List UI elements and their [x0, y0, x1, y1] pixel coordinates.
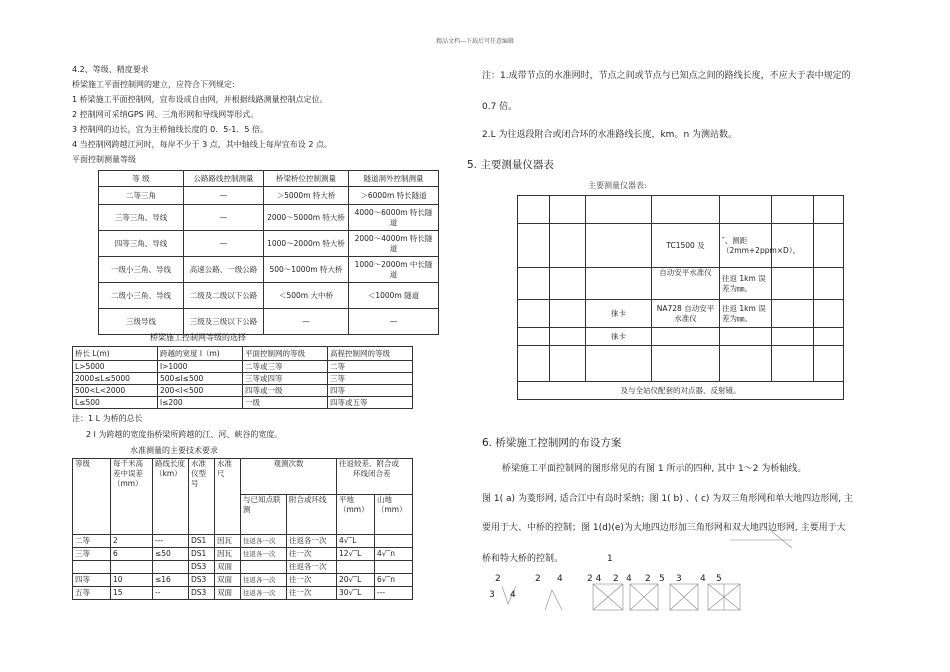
t3-header-instrument: 水准仪型号 [189, 459, 215, 535]
t3-cell: 往返各一次 [241, 574, 287, 587]
fig-label: 2 [535, 574, 541, 584]
t2-header: 高程控制网的等级 [328, 347, 413, 361]
t3-header-obs-loop: 附合或环线 [287, 495, 337, 535]
rule-2: 2 控制网可采纳GPS 网、三角形网和导线网等形式。 [72, 110, 259, 119]
t3-cell: 2 [111, 535, 153, 548]
fig-label: 4 [700, 574, 706, 584]
t3-cell: -- [153, 587, 189, 600]
t3-cell [375, 535, 413, 548]
t2-cell: 500≤l≤500 [158, 373, 243, 385]
t3-cell: 6 [111, 548, 153, 561]
section-title-4-2: 4.2、等级、精度要求 [72, 65, 149, 74]
t3-cell: 往一次 [287, 548, 337, 561]
t3-cell: 因瓦 [215, 535, 241, 548]
t3-cell: 15 [111, 587, 153, 600]
t1-header: 隧道洞外控制测量 [349, 171, 439, 187]
t3-cell: 20√‾L [337, 574, 375, 587]
t2-cell: l>1000 [158, 361, 243, 373]
figure-sketch-line [545, 590, 562, 610]
t3-cell: 双面 [215, 574, 241, 587]
t2-header: 桥长 L(m) [73, 347, 158, 361]
plane-control-grade-table [98, 170, 439, 335]
t1-cell: — [349, 309, 439, 335]
leveling-requirements-table [72, 458, 413, 600]
instrument-table-footer: 及与全站仪配套的对点器、反射镜。 [518, 382, 844, 400]
t3-cell: 4√‾n [375, 548, 413, 561]
t1-cell: ＞5000m 特大桥 [264, 187, 349, 205]
t3-header-obs-known: 与已知点联测 [241, 495, 287, 535]
t3-cell [73, 561, 111, 574]
t1-cell: 三等三角、导线 [99, 205, 184, 231]
note-b: 2.L 为往返段附合或闭合环的水准路线长度，km。n 为测站数。 [482, 130, 738, 140]
t3-cell: DS3 [189, 587, 215, 600]
t3-cell: 10 [111, 574, 153, 587]
t1-cell: — [184, 205, 264, 231]
fig-label: 2 [495, 574, 501, 584]
instrument-na728: NA728 自动安平水准仪 [652, 300, 720, 328]
t2-cell: L≤500 [73, 397, 158, 409]
t2-cell: 四等或五等 [328, 397, 413, 409]
t3-cell: 往一次 [287, 574, 337, 587]
t3-cell: DS1 [189, 548, 215, 561]
control-network-grade-table [72, 346, 413, 409]
t2-cell: 一级 [243, 397, 328, 409]
t1-header: 公路路线控制测量 [184, 171, 264, 187]
t1-cell: 三级导线 [99, 309, 184, 335]
para-2: 图 1( a) 为菱形网, 适合江中有岛时采纳；图 1( b) 、( c) 为双三角形网和单大地四边形网, 主 [482, 494, 854, 504]
t1-cell: 二级小三角、导线 [99, 283, 184, 309]
t1-cell: 一级小三角、导线 [99, 257, 184, 283]
t3-cell: --- [153, 535, 189, 548]
t3-cell: 30√‾L [337, 587, 375, 600]
t1-cell: 高速公路、一级公路 [184, 257, 264, 283]
t1-cell: 500～1000m 特大桥 [264, 257, 349, 283]
t1-cell: ＜500m 大中桥 [264, 283, 349, 309]
t1-cell: 2000～5000m 特大桥 [264, 205, 349, 231]
t2-cell: 四等 [328, 385, 413, 397]
t3-header-ruler: 水准尺 [215, 459, 241, 535]
table1-caption: 平面控制测量等级 [72, 155, 136, 164]
t3-cell: 四等 [73, 574, 111, 587]
instrument-level-accuracy: 往返 1km 误差为㎜。 [720, 268, 772, 300]
page-header-note: 精品文档---下载后可任意编辑 [435, 38, 515, 45]
t3-header-mountain: 山地（mm） [375, 495, 413, 535]
rule-1: 1 桥梁施工平面控制网，宜布设成自由网，并根据线路测量控制点定位。 [72, 95, 328, 104]
t3-header-length: 路线长度（km） [153, 459, 189, 535]
t2-cell: 二等 [328, 361, 413, 373]
t1-cell: — [184, 231, 264, 257]
t3-cell: DS1 [189, 535, 215, 548]
t1-cell: 三级及三级以下公路 [184, 309, 264, 335]
t3-header-flat: 平地（mm） [337, 495, 375, 535]
table2-caption: 桥梁施工控制网等级的选择 [150, 333, 246, 342]
t3-cell [337, 561, 375, 574]
fig-label: 4 [557, 574, 563, 584]
t3-cell: 二等 [73, 535, 111, 548]
t3-cell: 双面 [215, 561, 241, 574]
fig-label: 4 [626, 574, 632, 584]
note-1: 注：1 L 为桥的总长 [72, 414, 143, 423]
para-4: 桥和特大桥的控制。 [482, 554, 564, 564]
fig-label: 3 [489, 590, 495, 600]
t2-header: 平面控制网的等级 [243, 347, 328, 361]
t2-cell: 500<L<2000 [73, 385, 158, 397]
t3-cell: 五等 [73, 587, 111, 600]
t2-header: 跨越的宽度 l（m) [158, 347, 243, 361]
t2-cell: 三等或四等 [243, 373, 328, 385]
t3-cell: 往返各一次 [287, 535, 337, 548]
t2-cell: L>5000 [73, 361, 158, 373]
t3-cell: 往返各一次 [241, 535, 287, 548]
rule-3: 3 控制网的边长，宜为主桥轴线长度的 0．5-1．5 倍。 [72, 125, 268, 134]
t3-cell [111, 561, 153, 574]
instrument-auto-level: 自动安平水准仪 [652, 268, 720, 300]
section-6-title: 6. 桥梁施工控制网的布设方案 [482, 437, 622, 449]
t3-cell: 因瓦 [215, 548, 241, 561]
fig-label: 5 [716, 574, 722, 584]
t2-cell: 2000≤L≤5000 [73, 373, 158, 385]
t1-cell: — [184, 187, 264, 205]
t3-cell: 双面 [215, 587, 241, 600]
t1-cell: 1000～2000m 特大桥 [264, 231, 349, 257]
note-2: 2 l 为跨越的宽度指桥梁所跨越的江、河、峡谷的宽度。 [86, 430, 283, 439]
t2-cell: 200<l<500 [158, 385, 243, 397]
t2-cell: 三等 [328, 373, 413, 385]
t3-cell: 12√‾L [337, 548, 375, 561]
t3-cell [375, 561, 413, 574]
t1-cell: 二级及二级以下公路 [184, 283, 264, 309]
table3-caption: 水准测量的主要技术要求 [130, 446, 218, 455]
t3-cell: 往返各一次 [287, 561, 337, 574]
t3-header-closure-line1: 往返较差、附合或 [339, 459, 399, 468]
instrument-na728-accuracy: 往返 1km 误差为㎜。 [720, 300, 772, 328]
t1-cell: — [264, 309, 349, 335]
t1-cell: 4000～6000m 特长隧道 [349, 205, 439, 231]
instrument-accuracy: ″、测距（2mm+2ppm×D）。 [720, 224, 772, 268]
fig-label: 4 [510, 590, 516, 600]
t3-header-error: 每千米高差中误差（mm） [111, 459, 153, 535]
t2-cell: l≤200 [158, 397, 243, 409]
t1-header: 等 级 [99, 171, 184, 187]
figure-number: 1 [607, 554, 613, 564]
t3-cell: DS3 [189, 561, 215, 574]
t1-cell: 1000～2000m 中长隧道 [349, 257, 439, 283]
t3-cell: --- [375, 587, 413, 600]
t3-header-closure [337, 459, 413, 495]
t3-header-grade: 等级 [73, 459, 111, 535]
fig-label: 5 [659, 574, 665, 584]
fig-label: 3 [676, 574, 682, 584]
t3-cell: ≤16 [153, 574, 189, 587]
t3-cell [241, 561, 287, 574]
section-5-title: 5. 主要测量仪器表 [467, 159, 554, 171]
network-figure-sketch [480, 520, 780, 620]
instrument-table [517, 195, 844, 400]
t3-header-observations: 观测次数 [241, 459, 337, 495]
t3-cell: ≤50 [153, 548, 189, 561]
fig-label: 2 [645, 574, 651, 584]
t3-cell: 往一次 [287, 587, 337, 600]
t2-cell: 二等或三等 [243, 361, 328, 373]
rule-4: 4 当控制网跨越江河时，每岸不少于 3 点，其中轴线上每岸宜布设 2 点。 [72, 140, 332, 149]
t3-cell: 往返各一次 [241, 587, 287, 600]
t1-cell: ＞6000m 特长隧道 [349, 187, 439, 205]
table4-caption: 主要测量仪器表: [588, 181, 647, 190]
t3-cell: 6√‾n [375, 574, 413, 587]
fig-label: 2 [613, 574, 619, 584]
fig-label: 2 4 [587, 574, 602, 584]
instrument-brand-leica: 徕卡 [586, 300, 652, 328]
t3-cell: 往返各一次 [241, 548, 287, 561]
t3-cell: 三等 [73, 548, 111, 561]
para-3: 要用于大、中桥的控制；图 1(d)(e)为大地四边形加三角形网和双大地四边形网, 主要用于大 [482, 523, 846, 533]
instrument-tc1500: TC1500 及 [652, 224, 720, 268]
t2-cell: 四等或一级 [243, 385, 328, 397]
note-a-cont: 0.7 倍。 [482, 102, 518, 112]
instrument-brand-leica-2: 徕卡 [586, 328, 652, 346]
t1-cell: ＜1000m 隧道 [349, 283, 439, 309]
para-1: 桥梁施工平面控制网的图形常见的有图 1 所示的四种, 其中 1～2 为桥轴线。 [502, 464, 807, 474]
note-a: 注：1.成带节点的水准网时，节点之间或节点与已知点之间的路线长度，不应大于表中规定的 [482, 71, 851, 81]
t3-cell: 4√‾L [337, 535, 375, 548]
t1-cell: 2000～4000m 特长隧道 [349, 231, 439, 257]
t3-cell: DS3 [189, 574, 215, 587]
t1-header: 桥梁桥位控制测量 [264, 171, 349, 187]
t1-cell: 四等三角、导线 [99, 231, 184, 257]
t3-header-closure-line2: 环线闭合差 [353, 469, 391, 478]
t3-cell [153, 561, 189, 574]
t1-cell: 二等三角 [99, 187, 184, 205]
intro-text: 桥梁施工平面控制网的建立，应符合下列规定: [72, 80, 235, 89]
